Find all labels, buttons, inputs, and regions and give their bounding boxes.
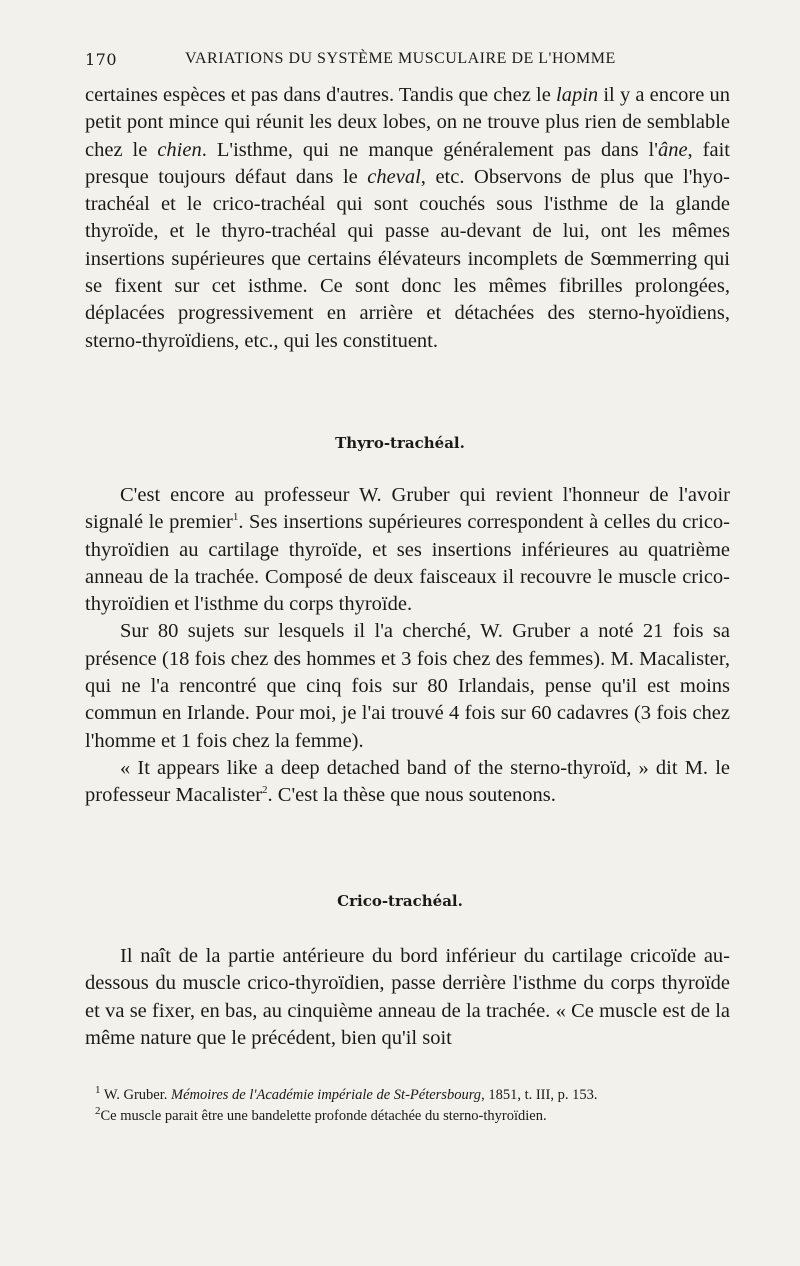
text-run: W. Gruber. (100, 1087, 171, 1103)
text-run: C'est encore au professeur W. Gruber qui revient l'honneur de l'avoir signalé le premier (85, 484, 730, 534)
text-run: . L'isthme, qui ne manque généralement pas dans l' (201, 138, 658, 161)
text-run: , etc. Observons de plus que l'hyo-trachéal et le crico-trachéal qui sont couchés sous l'isthme de la glande thyroïde, et le thyro-trachéal qui passe au-devant de lui, ont les mêmes insertions supérieures que certains élévateurs incomplets de Sœmmerring qui se fixent sur cet isthme. Ce sont donc les mêmes fibrilles prolongées, déplacées progressivement en arrière et détachées des sterno-hyoïdiens, sterno-thyroïdiens, etc., qui les constituent. (85, 165, 730, 352)
footnote-marker: 2 (95, 1105, 101, 1118)
section-crico-tracheal-body (85, 943, 730, 1052)
footnote-ref: 1 (232, 511, 239, 524)
text-run: il y a encore un petit pont mince qui réunit les deux lobes, on ne trouve plus rien de semblable chez le (85, 84, 730, 161)
page-number: 170 (85, 50, 118, 69)
section-thyro-tracheal-body (85, 482, 730, 810)
footnote-2 (85, 1106, 735, 1127)
italic-title: Mémoires de l'Académie impériale de St-Pétersbourg (170, 1087, 482, 1103)
footnote-ref: 2 (262, 784, 268, 797)
footnote-1 (85, 1085, 735, 1106)
text-run: , fait presque toujours défaut dans le (85, 138, 730, 188)
text-run: certaines espèces et pas dans d'autres. Tandis que chez le (85, 84, 557, 106)
italic-term: chien (157, 138, 202, 161)
text-run: . Ses insertions supérieures correspondent à celles du crico-thyroïdien au cartilage thyroïde, et ses insertions inférieures au quatrième anneau de la trachée. Composé de deux faisceaux il recouvre le muscle crico-thyroïdien et l'isthme du corps thyroïde. (85, 511, 730, 616)
paragraph (85, 482, 730, 618)
text-run: , 1851, t. III, p. 153. (481, 1087, 598, 1103)
footnote-marker: 1 (95, 1084, 101, 1097)
text-run: Ce muscle parait être une bandelette profonde détachée du sterno-thyroïdien. (100, 1108, 547, 1124)
footnotes (85, 1085, 735, 1127)
section-heading-thyro-tracheal: Thyro-trachéal. (335, 434, 465, 452)
paragraph (85, 755, 730, 810)
intro-paragraph (85, 82, 730, 355)
section-heading-crico-tracheal: Crico-trachéal. (337, 892, 463, 910)
italic-term: âne (657, 138, 688, 161)
text-run: . C'est la thèse que nous soutenons. (267, 784, 556, 807)
paragraph: Sur 80 sujets sur lesquels il l'a cherché, W. Gruber a noté 21 fois sa présence (18 fois chez des hommes et 3 fois chez des femmes). M. Macalister, qui ne l'a rencontré que cinq fois sur 80 Irlandais, pense qu'il est moins commun en Irlande. Pour moi, je l'ai trouvé 4 fois sur 60 cadavres (3 fois chez l'homme et 1 fois chez la femme). (85, 620, 730, 752)
paragraph: Il naît de la partie antérieure du bord inférieur du cartilage cricoïde au-dessous du muscle crico-thyroïdien, passe derrière l'isthme du corps thyroïde et va se fixer, en bas, au cinquième anneau de la trachée. « Ce muscle est de la même nature que le précédent, bien qu'il soit (85, 945, 730, 1049)
italic-term: cheval (367, 165, 421, 188)
text-run: « It appears like a deep detached band of the sterno-thyroïd, » dit M. le professeur Macalister (85, 756, 730, 807)
italic-term: lapin (556, 84, 599, 106)
running-title: VARIATIONS DU SYSTÈME MUSCULAIRE DE L'HOMME (185, 50, 616, 67)
